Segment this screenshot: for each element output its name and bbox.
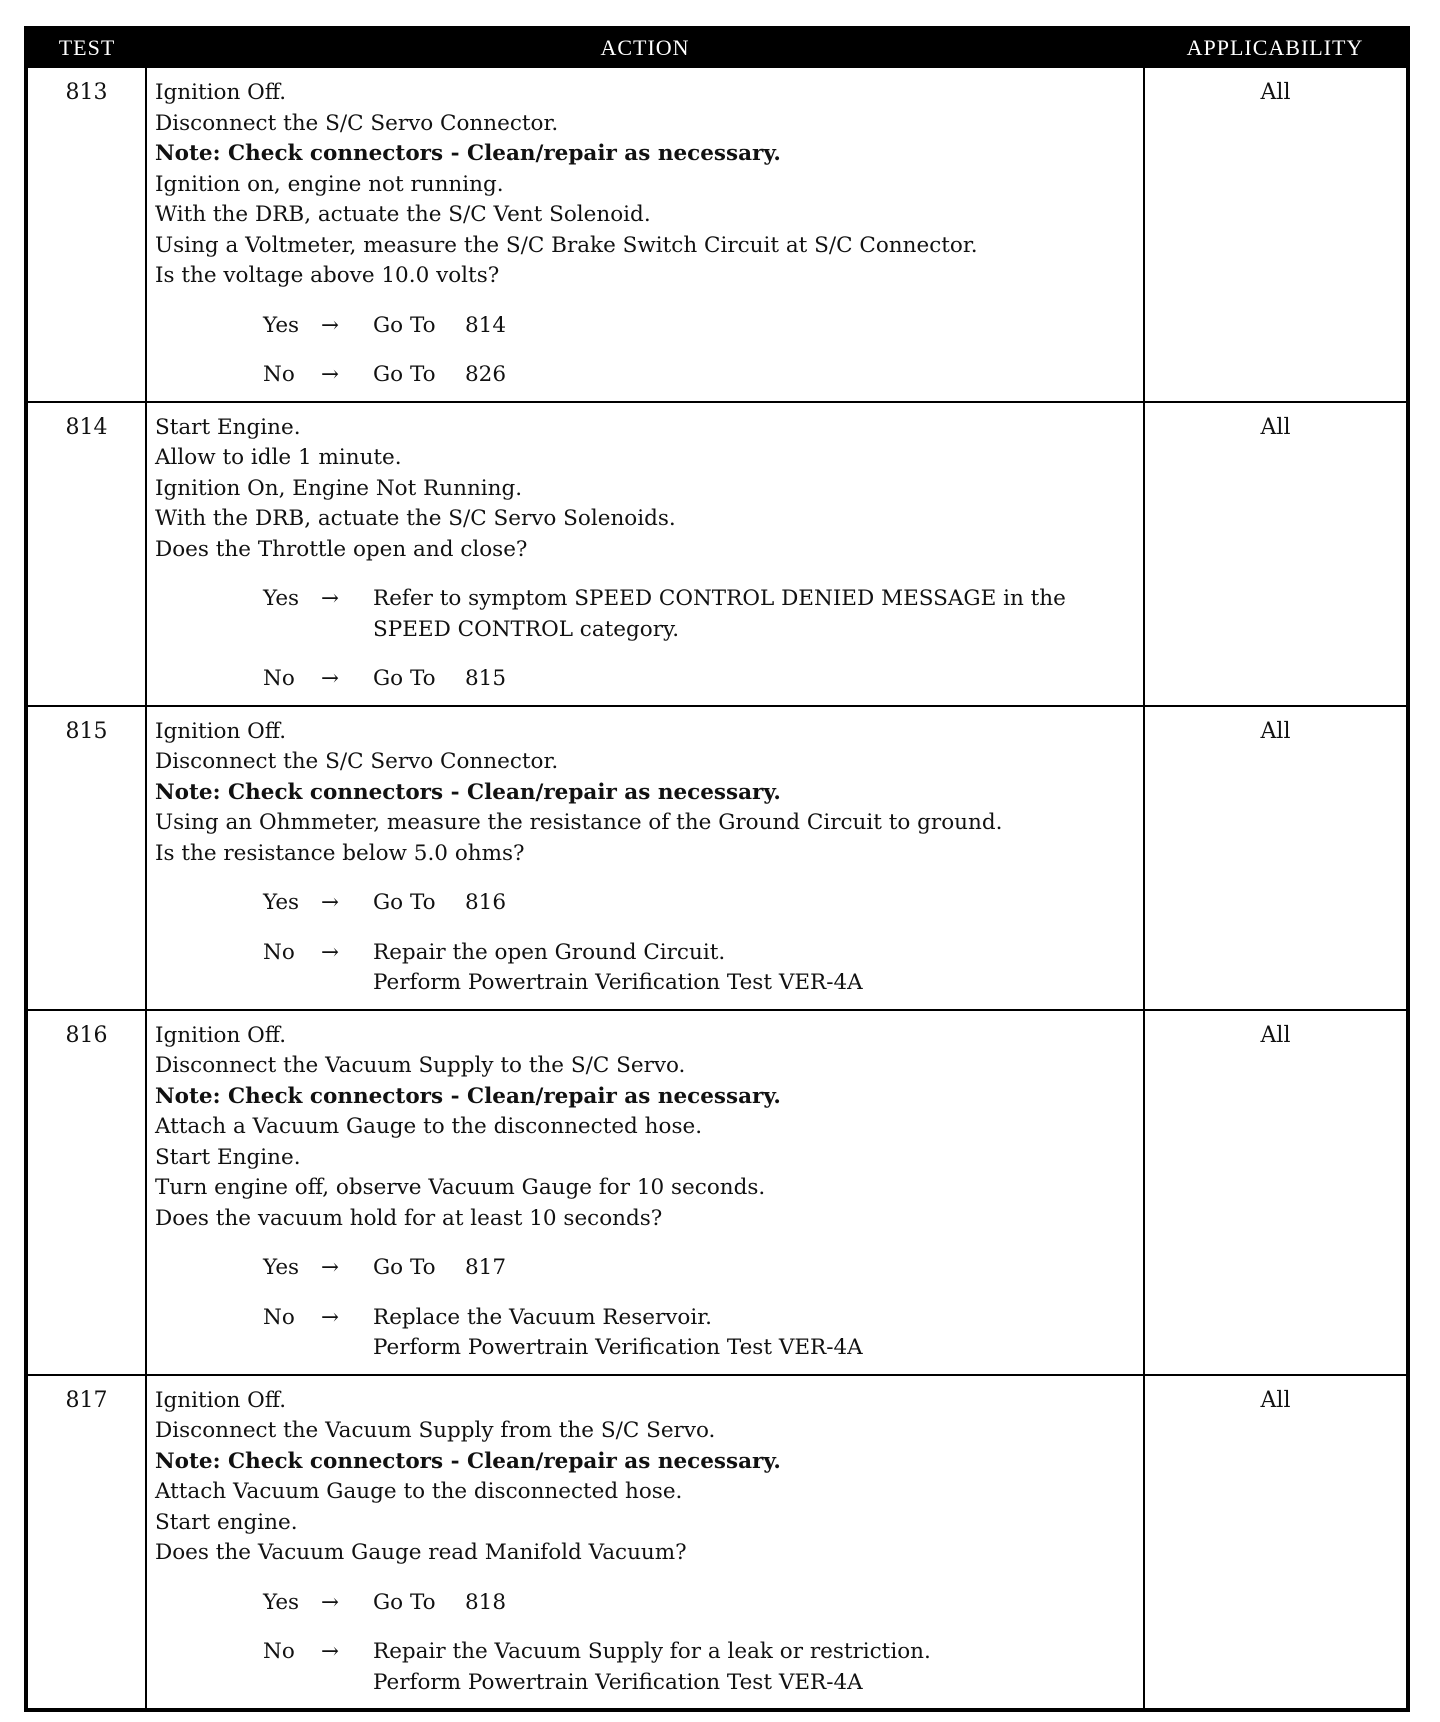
- action-step: Attach Vacuum Gauge to the disconnected hose.: [155, 1479, 683, 1504]
- branch-result: [373, 1637, 1135, 1698]
- goto-target[interactable]: 814: [465, 312, 507, 338]
- branch-yes: [155, 888, 1135, 919]
- branch-label: No: [263, 1639, 295, 1664]
- right-arrow-icon: →: [321, 312, 340, 338]
- branch-result: [373, 1253, 1135, 1284]
- action-step: Start engine.: [155, 1509, 298, 1535]
- branch-result: [373, 360, 1135, 391]
- action-step: Turn engine off, observe Vacuum Gauge for 10 seconds.: [155, 1175, 766, 1200]
- branch-label: No: [263, 666, 295, 691]
- result-text: Perform Powertrain Verification Test VER-4A: [373, 970, 863, 995]
- applicability-value: All: [1144, 1010, 1408, 1375]
- branch-label: Yes: [263, 1589, 300, 1615]
- action-step: Ignition on, engine not running.: [155, 171, 504, 197]
- action-step: Start Engine.: [155, 1144, 301, 1170]
- action-cell: [146, 402, 1144, 706]
- goto-line: [373, 1253, 1135, 1284]
- action-step: Does the Throttle open and close?: [155, 536, 528, 562]
- branch-label: No: [263, 939, 295, 965]
- action-step: With the DRB, actuate the S/C Vent Solenoid.: [155, 202, 651, 227]
- test-number: 816: [26, 1010, 146, 1375]
- action-note: Note: Check connectors - Clean/repair as necessary.: [155, 141, 781, 166]
- action-step: Ignition Off.: [155, 718, 287, 744]
- action-step: Using a Voltmeter, measure the S/C Brake Switch Circuit at S/C Connector.: [155, 232, 978, 258]
- action-step: Ignition Off.: [155, 1387, 287, 1413]
- action-step: Ignition Off.: [155, 1022, 287, 1048]
- goto-target[interactable]: 826: [465, 362, 507, 387]
- right-arrow-icon: →: [321, 666, 340, 691]
- action-note: Note: Check connectors - Clean/repair as necessary.: [155, 779, 781, 805]
- table-row: [26, 706, 1408, 1010]
- right-arrow-icon: →: [321, 1589, 340, 1615]
- action-step: Allow to idle 1 minute.: [155, 445, 402, 470]
- branch-no: [155, 664, 1135, 695]
- goto-label: Go To: [373, 362, 436, 387]
- right-arrow-icon: →: [321, 586, 340, 611]
- branch-label: Yes: [263, 312, 300, 338]
- action-step: Disconnect the S/C Servo Connector.: [155, 110, 559, 136]
- goto-target[interactable]: 817: [465, 1255, 507, 1280]
- applicability-value: All: [1144, 67, 1408, 402]
- test-number: 815: [26, 706, 146, 1010]
- right-arrow-icon: →: [321, 890, 340, 915]
- action-note: Note: Check connectors - Clean/repair as necessary.: [155, 1083, 781, 1109]
- branch-label: Yes: [263, 1255, 300, 1280]
- applicability-value: All: [1144, 1375, 1408, 1711]
- goto-label: Go To: [373, 312, 436, 338]
- branch-result: [373, 1588, 1135, 1619]
- action-step: Is the resistance below 5.0 ohms?: [155, 840, 525, 866]
- branch-yes: [155, 311, 1135, 342]
- table-header-row: [26, 28, 1408, 67]
- result-text: SPEED CONTROL category.: [373, 616, 680, 642]
- action-cell: [146, 67, 1144, 402]
- branch-yes: [155, 1588, 1135, 1619]
- branch-label: Yes: [263, 890, 300, 915]
- table-body: [26, 67, 1408, 1710]
- right-arrow-icon: →: [321, 939, 340, 965]
- right-arrow-icon: →: [321, 1304, 340, 1330]
- action-note: Note: Check connectors - Clean/repair as necessary.: [155, 1448, 781, 1474]
- goto-target[interactable]: 818: [465, 1589, 507, 1615]
- result-text: Replace the Vacuum Reservoir.: [373, 1304, 713, 1330]
- branch-label: No: [263, 1304, 295, 1330]
- action-step: Disconnect the Vacuum Supply to the S/C Servo.: [155, 1053, 686, 1078]
- branch-no: [155, 360, 1135, 391]
- goto-target[interactable]: 815: [465, 666, 507, 691]
- goto-line: [373, 888, 1135, 919]
- right-arrow-icon: →: [321, 1255, 340, 1280]
- action-step: Does the Vacuum Gauge read Manifold Vacuum?: [155, 1540, 687, 1565]
- action-step: With the DRB, actuate the S/C Servo Solenoids.: [155, 506, 676, 531]
- goto-label: Go To: [373, 666, 436, 691]
- right-arrow-icon: →: [321, 1639, 340, 1664]
- branch-label: Yes: [263, 586, 300, 611]
- result-text: Refer to symptom SPEED CONTROL DENIED MESSAGE in the: [373, 586, 1066, 611]
- branch-yes: [155, 1253, 1135, 1284]
- action-step: Disconnect the S/C Servo Connector.: [155, 749, 559, 774]
- applicability-value: All: [1144, 402, 1408, 706]
- result-text: Perform Powertrain Verification Test VER-4A: [373, 1335, 863, 1360]
- branch-label: No: [263, 362, 295, 387]
- header-test: TEST: [26, 28, 146, 67]
- diagnostic-test-table: [24, 26, 1410, 1712]
- branch-result: [373, 311, 1135, 342]
- right-arrow-icon: →: [321, 362, 340, 387]
- test-number: 814: [26, 402, 146, 706]
- applicability-value: All: [1144, 706, 1408, 1010]
- goto-line: [373, 1588, 1135, 1619]
- action-step: Does the vacuum hold for at least 10 seconds?: [155, 1205, 663, 1231]
- branch-result: [373, 584, 1135, 645]
- goto-line: [373, 311, 1135, 342]
- result-text: Perform Powertrain Verification Test VER-4A: [373, 1669, 863, 1695]
- branch-result: [373, 938, 1135, 999]
- action-cell: [146, 1010, 1144, 1375]
- action-step: Using an Ohmmeter, measure the resistance of the Ground Circuit to ground.: [155, 810, 1003, 835]
- goto-label: Go To: [373, 890, 436, 915]
- branch-result: [373, 1303, 1135, 1364]
- goto-label: Go To: [373, 1255, 436, 1280]
- header-applicability: APPLICABILITY: [1144, 28, 1408, 67]
- action-step: Disconnect the Vacuum Supply from the S/C Servo.: [155, 1418, 716, 1443]
- goto-line: [373, 664, 1135, 695]
- table-row: [26, 67, 1408, 402]
- action-step: Ignition On, Engine Not Running.: [155, 475, 523, 501]
- goto-line: [373, 360, 1135, 391]
- test-number: 817: [26, 1375, 146, 1711]
- result-text: Repair the Vacuum Supply for a leak or restriction.: [373, 1639, 931, 1664]
- branch-result: [373, 888, 1135, 919]
- header-action: ACTION: [146, 28, 1144, 67]
- table-row: [26, 1010, 1408, 1375]
- action-cell: [146, 706, 1144, 1010]
- action-cell: [146, 1375, 1144, 1711]
- branch-no: [155, 1637, 1135, 1698]
- test-number: 813: [26, 67, 146, 402]
- branch-yes: [155, 584, 1135, 645]
- table-row: [26, 1375, 1408, 1711]
- action-step: Is the voltage above 10.0 volts?: [155, 263, 500, 288]
- branch-no: [155, 938, 1135, 999]
- branch-result: [373, 664, 1135, 695]
- action-step: Attach a Vacuum Gauge to the disconnected hose.: [155, 1114, 703, 1139]
- action-step: Ignition Off.: [155, 80, 287, 105]
- branch-no: [155, 1303, 1135, 1364]
- table-row: [26, 402, 1408, 706]
- action-step: Start Engine.: [155, 414, 301, 440]
- goto-label: Go To: [373, 1589, 436, 1615]
- result-text: Repair the open Ground Circuit.: [373, 939, 726, 965]
- goto-target[interactable]: 816: [465, 890, 507, 915]
